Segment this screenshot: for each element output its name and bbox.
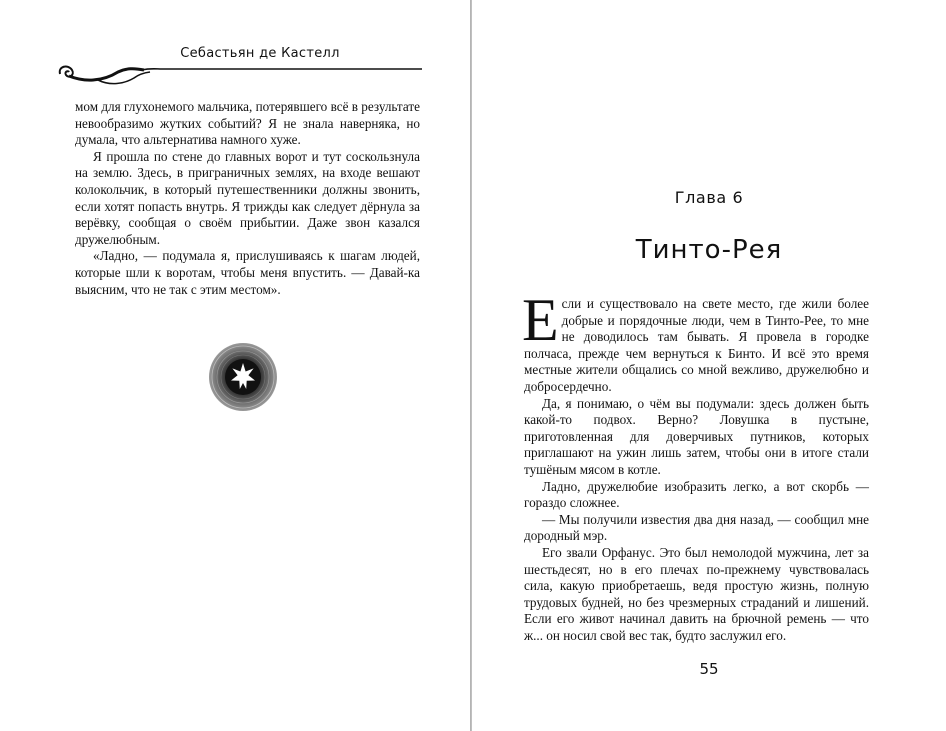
- left-body-text: [75, 99, 420, 298]
- chapter-number: Глава 6: [674, 188, 744, 207]
- drop-cap: Е: [522, 287, 559, 353]
- paragraph: мом для глухонемого мальчика, потерявшего всё в результате невообразимо жутких событий? Я не знала наверняка, но думала, что альтернатива намного хуже.: [75, 99, 420, 148]
- right-page: [472, 0, 946, 731]
- chapter-title: Тинто-Рея: [635, 235, 783, 266]
- left-page: [0, 0, 470, 731]
- first-paragraph-text: сли и существовало на свете место, где жили более добрые и порядочные люди, чем в Тинто-Рее, то мне не доводилось там бывать. Я провела в городке полчаса, прежде чем вернуться к Бинто. И всё это время местные жители общались со мной вежливо, дружелюбно и добросердечно.: [524, 296, 869, 394]
- header-flourish-icon: [54, 60, 422, 88]
- page-number: 55: [699, 660, 719, 678]
- paragraph: Его звали Орфанус. Это был немолодой мужчина, лет за шестьдесят, но в его плечах по-прежнему чувствовалась сила, какую приобретаешь, ведя простую жизнь, полную трудовых будней, но без чрезмерных страданий и лишений. Если его живот начинал давить на брючной ремень — что ж... он носил свой вес так, будто заслужил его.: [524, 544, 869, 643]
- paragraph: «Ладно, — подумала я, прислушиваясь к шагам людей, которые шли к воротам, чтобы меня впустить. — Давай-ка выясним, что не так с этим местом».: [75, 248, 420, 297]
- running-head: Себастьян де Кастелл: [180, 46, 340, 61]
- first-paragraph: [522, 287, 869, 396]
- star-emblem-icon: [208, 342, 278, 412]
- paragraph: — Мы получили известия два дня назад, — сообщил мне дородный мэр.: [524, 511, 869, 544]
- paragraph: Да, я понимаю, о чём вы подумали: здесь должен быть какой-то подвох. Верно? Ловушка в пустыне, приготовленная для доверчивых путников, которых приглашают на ужин лишь затем, чтобы они в итоге стали тушёным мясом в котле.: [524, 395, 869, 477]
- right-body-text: [522, 287, 869, 644]
- paragraph: Ладно, дружелюбие изобразить легко, а вот скорбь — гораздо сложнее.: [524, 478, 869, 511]
- paragraph: Я прошла по стене до главных ворот и тут соскользнула на землю. Здесь, в приграничных землях, на входе вешают колокольчик, в который путешественники должны звонить, если хотят попасть внутрь. Я трижды как следует дёрнула за верёвку, сообщая о своём прибытии. Даже звон казался дружелюбным.: [75, 148, 420, 247]
